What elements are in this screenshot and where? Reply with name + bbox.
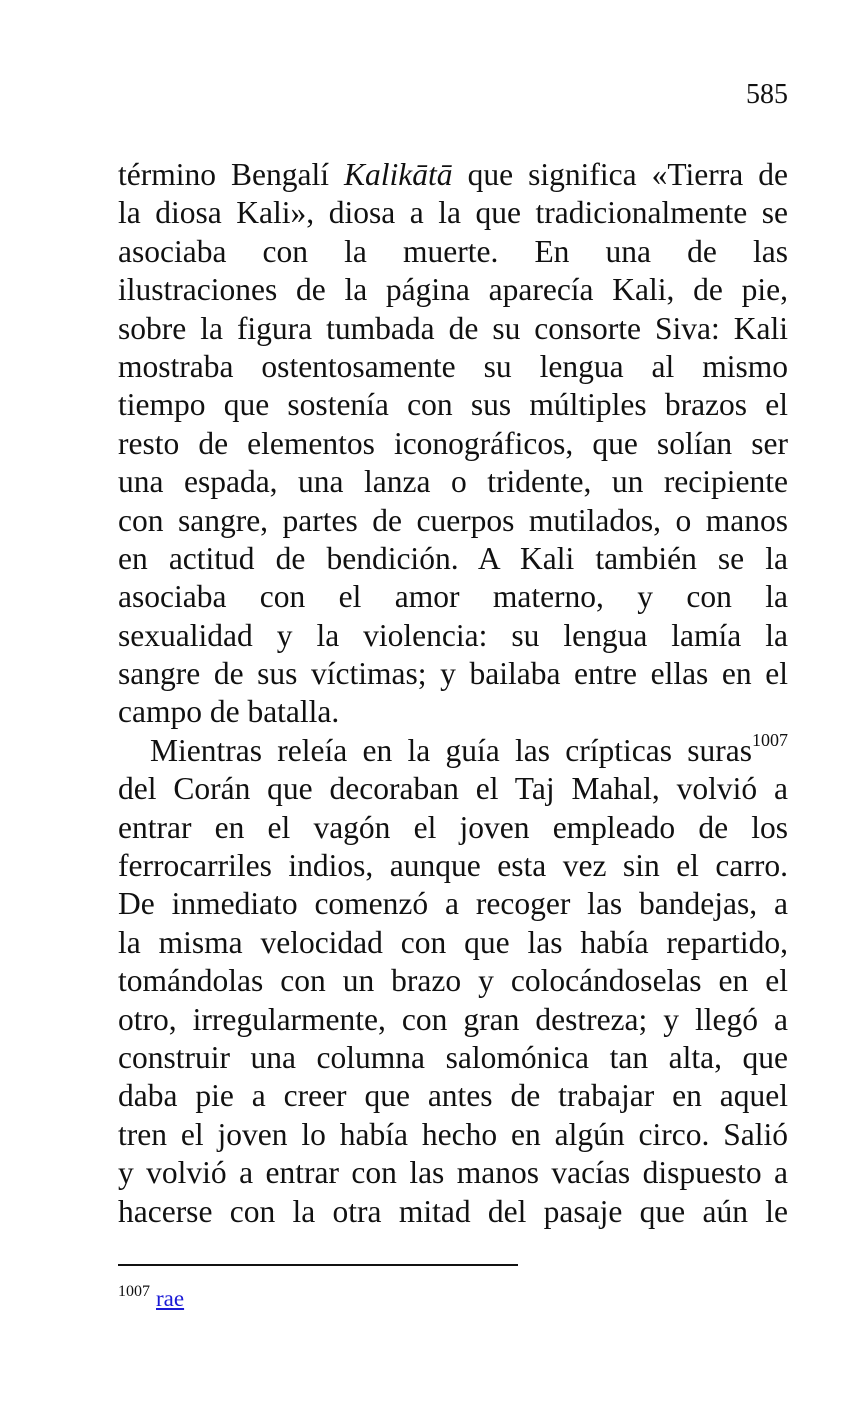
text-line: sexualidad y la violencia: su lengua lamía la bbox=[118, 617, 788, 653]
footnote-link[interactable]: rae bbox=[156, 1286, 185, 1311]
text-line: campo de batalla. bbox=[118, 694, 340, 730]
text-line: la misma velocidad con que las había repartido, bbox=[118, 924, 788, 960]
body-text bbox=[118, 156, 788, 1231]
text-line: mostraba ostentosamente su lengua al mismo bbox=[118, 348, 788, 384]
text-line: sobre la figura tumbada de su consorte Siva: Kali bbox=[118, 310, 788, 346]
text-line: tiempo que sostenía con sus múltiples brazos el bbox=[118, 387, 788, 423]
text-line: la diosa Kali», diosa a la que tradicionalmente se bbox=[118, 195, 788, 231]
text-line: resto de elementos iconográficos, que solían ser bbox=[118, 425, 788, 461]
text-line: construir una columna salomónica tan alta, que bbox=[118, 1039, 788, 1075]
italic-term: Kalikātā bbox=[344, 157, 453, 192]
page-number: 585 bbox=[746, 79, 788, 110]
text-line: ilustraciones de la página aparecía Kali, de pie, bbox=[118, 272, 788, 308]
text-line: del Corán que decoraban el Taj Mahal, volvió a bbox=[118, 771, 788, 807]
text-line: una espada, una lanza o tridente, un recipiente bbox=[118, 464, 788, 500]
text-line: Mientras releía en la guía las crípticas suras$^{1007}$ bbox=[150, 729, 788, 768]
text-line: entrar en el vagón el joven empleado de los bbox=[118, 809, 788, 845]
text-line: hacerse con la otra mitad del pasaje que aún le bbox=[118, 1193, 788, 1229]
paragraph-1 bbox=[118, 156, 788, 732]
footnote-divider bbox=[118, 1264, 518, 1266]
text-line: y volvió a entrar con las manos vacías dispuesto a bbox=[118, 1155, 788, 1191]
text-line: tomándolas con un brazo y colocándoselas en el bbox=[118, 963, 788, 999]
text-line: en actitud de bendición. A Kali también se la bbox=[118, 540, 788, 576]
paragraph-2 bbox=[118, 729, 788, 1231]
footnote bbox=[118, 1283, 184, 1315]
text-line: con sangre, partes de cuerpos mutilados, o manos bbox=[118, 502, 788, 538]
text-line: término Bengalí Kalikātā que significa «Tierra de bbox=[118, 157, 788, 192]
footnote-reference[interactable]: 1007 bbox=[752, 729, 788, 750]
footnote-number: 1007 bbox=[118, 1283, 150, 1300]
text-line: sangre de sus víctimas; y bailaba entre ellas en el bbox=[118, 656, 788, 692]
text-line: ferrocarriles indios, aunque esta vez sin el carro. bbox=[118, 848, 788, 884]
text-line: asociaba con el amor materno, y con la bbox=[118, 579, 788, 615]
text-line: De inmediato comenzó a recoger las bandejas, a bbox=[118, 886, 788, 922]
text-line: asociaba con la muerte. En una de las bbox=[118, 233, 788, 269]
text-line: tren el joven lo había hecho en algún circo. Salió bbox=[118, 1116, 788, 1152]
text-line: otro, irregularmente, con gran destreza; y llegó a bbox=[118, 1001, 788, 1037]
text-line: daba pie a creer que antes de trabajar en aquel bbox=[118, 1078, 788, 1114]
